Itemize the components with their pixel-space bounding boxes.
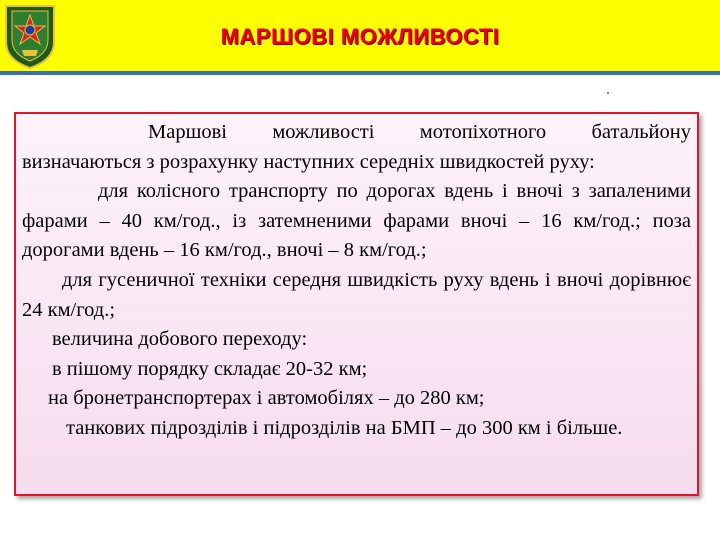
paragraph-apc-vehicles: на бронетранспортерах і автомобілях – до 280 км; xyxy=(48,387,485,410)
paragraph-wheeled-transport: для колісного транспорту по дорогах вдень і вночі з запаленими фарами – 40 км/год., із затемненими фарами вночі – 16 км/год.; поза дорогами вдень – 16 км/год., вночі – 8 км/год.; xyxy=(22,180,691,262)
paragraph-daily-march: величина добового переходу: xyxy=(52,328,308,351)
header-underline xyxy=(0,71,720,75)
paragraph-tracked-vehicles: для гусеничної техніки середня швидкість руху вдень і вночі дорівнює 24 км/год.; xyxy=(22,268,691,321)
page-title: МАРШОВІ МОЖЛИВОСТІ xyxy=(220,24,500,49)
paragraph-intro: Маршові можливості мотопіхотного батальйону визначаються з розрахунку наступних середніх швидкостей руху: xyxy=(22,121,691,173)
stray-dot xyxy=(607,92,609,94)
military-emblem-icon xyxy=(2,2,58,70)
content-box xyxy=(14,112,699,496)
paragraph-tank-units: танкових підрозділів і підрозділів на БМП – до 300 км і більше. xyxy=(66,416,623,439)
paragraph-on-foot: в пішому порядку складає 20-32 км; xyxy=(52,357,368,380)
